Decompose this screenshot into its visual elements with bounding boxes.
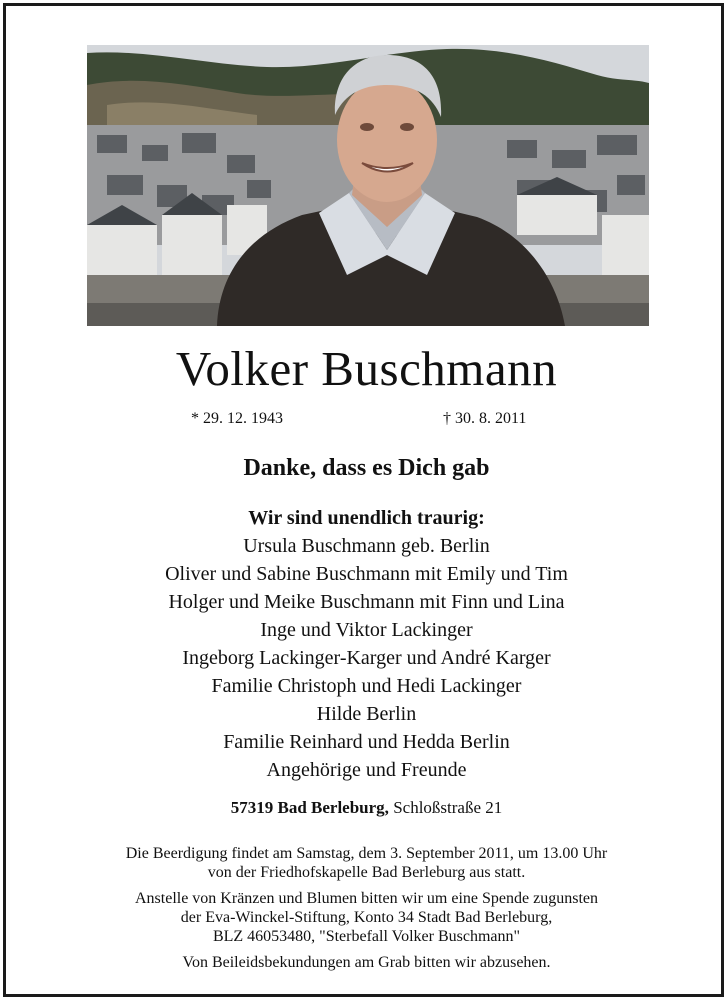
mourner-line: Ursula Buschmann geb. Berlin (243, 535, 490, 557)
condolence-note: Von Beileidsbekundungen am Grab bitten wir abzusehen. (182, 954, 551, 971)
mourner-line: Holger und Meike Buschmann mit Finn und Lina (168, 591, 565, 613)
address-street: Schloßstraße 21 (393, 798, 503, 817)
mourners-heading: Wir sind unendlich traurig: (248, 507, 485, 529)
mourner-line: Familie Christoph und Hedi Lackinger (211, 675, 522, 697)
death-date: † 30. 8. 2011 (443, 410, 527, 427)
donation-line: BLZ 46053480, "Sterbefall Volker Buschmann" (212, 928, 521, 945)
mourner-line: Oliver und Sabine Buschmann mit Emily und Tim (165, 563, 568, 585)
funeral-line: von der Friedhofskapelle Bad Berleburg aus statt. (207, 864, 526, 881)
mourner-line: Ingeborg Lackinger-Karger und André Karger (182, 647, 551, 669)
funeral-notes (6, 844, 727, 979)
address (6, 796, 727, 820)
funeral-announcement (6, 844, 727, 882)
mourners-list (6, 504, 727, 784)
address-city: 57319 Bad Berleburg, (230, 798, 389, 817)
donation-request (6, 889, 727, 946)
mourner-line: Inge und Viktor Lackinger (260, 619, 473, 641)
funeral-line: Die Beerdigung findet am Samstag, dem 3. September 2011, um 13.00 Uhr (125, 845, 608, 862)
donation-line: der Eva-Winckel-Stiftung, Konto 34 Stadt Bad Berleburg, (180, 909, 553, 926)
birth-date: * 29. 12. 1943 (191, 410, 283, 427)
motto: Danke, dass es Dich gab (243, 455, 490, 481)
mourner-line: Familie Reinhard und Hedda Berlin (223, 731, 510, 753)
obituary-frame (3, 3, 724, 997)
mourner-line: Angehörige und Freunde (266, 759, 467, 781)
portrait-photo (87, 45, 649, 326)
donation-line: Anstelle von Kränzen und Blumen bitten wir um eine Spende zugunsten (134, 890, 598, 907)
deceased-name: Volker Buschmann (175, 341, 558, 396)
mourner-line: Hilde Berlin (316, 703, 417, 725)
